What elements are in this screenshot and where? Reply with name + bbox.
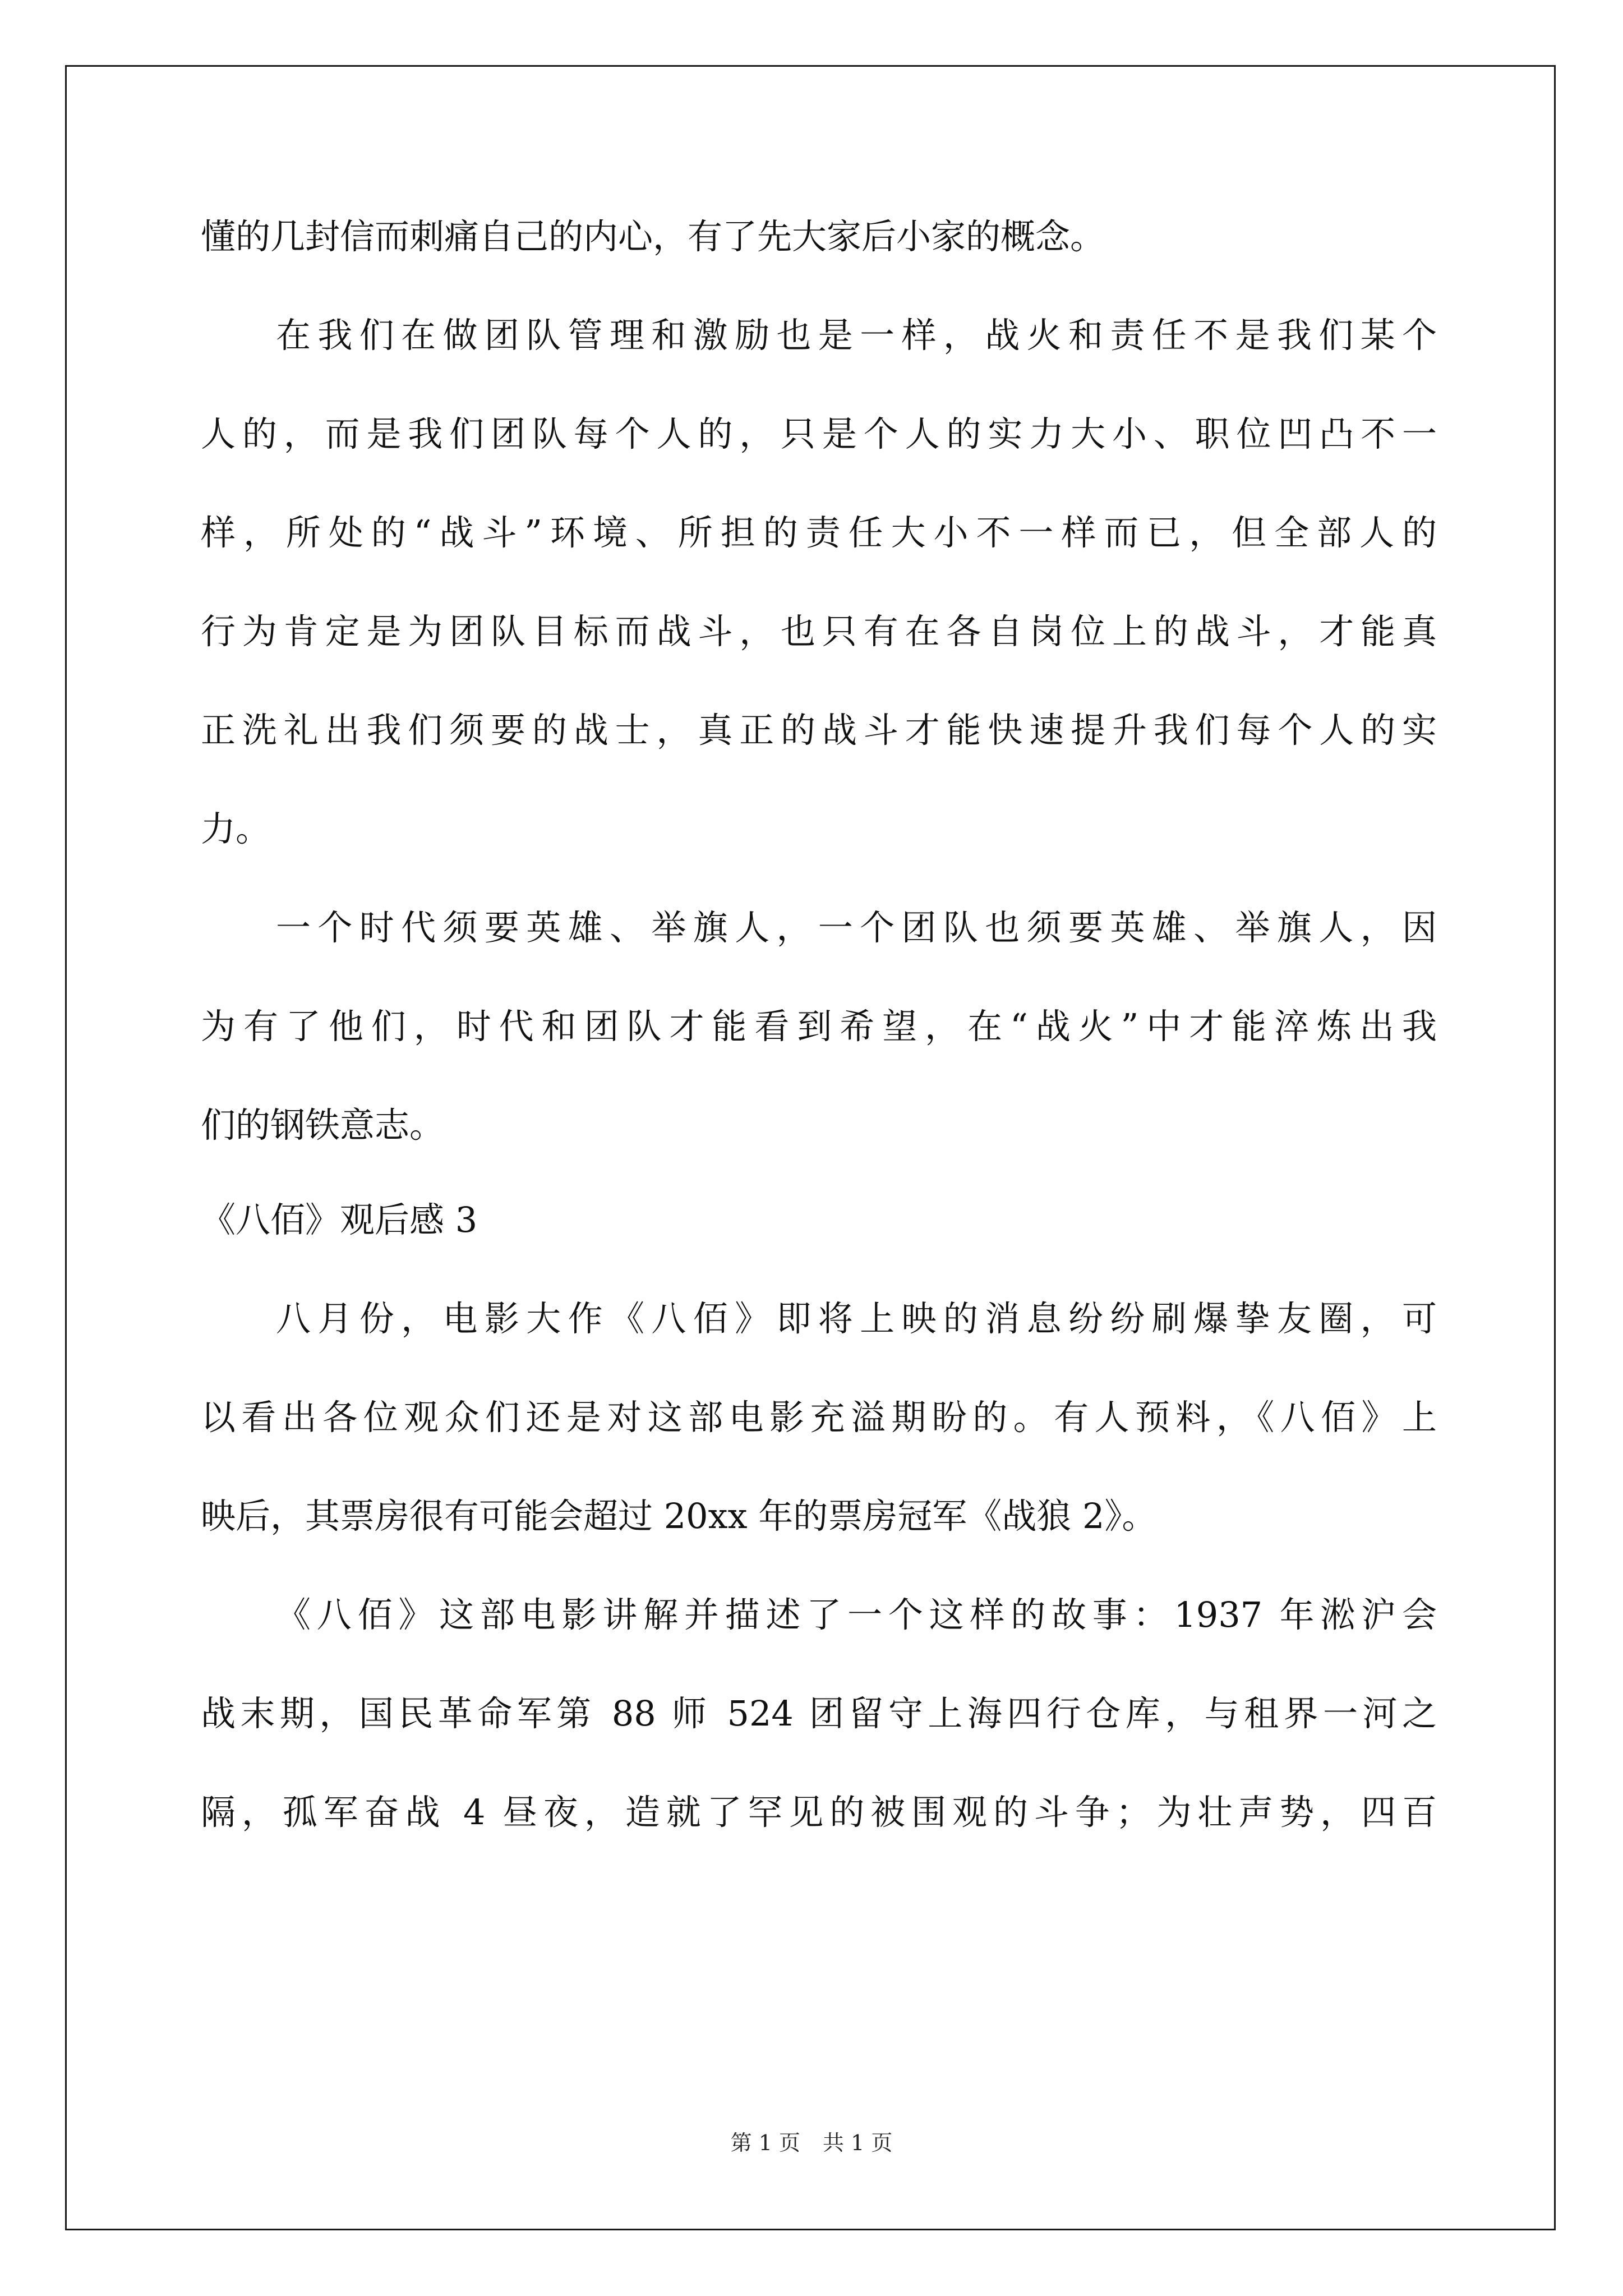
text-line: 懂的几封信而刺痛自己的内心，有了先大家后小家的概念。 (201, 216, 1105, 257)
text-line: 《八佰》这部电影讲解并描述了一个这样的故事：1937 年淞沪会 (276, 1594, 1437, 1635)
text-line: 行为肯定是为团队目标而战斗，也只有在各自岗位上的战斗，才能真 (201, 611, 1437, 652)
text-line: 力。 (201, 808, 271, 849)
text-line: 战末期，国民革命军第 88 师 524 团留守上海四行仓库，与租界一河之 (201, 1693, 1437, 1734)
section-heading: 《八佰》观后感 3 (201, 1199, 478, 1240)
text-line: 正洗礼出我们须要的战士，真正的战斗才能快速提升我们每个人的实 (201, 710, 1437, 751)
page-number: 第 1 页 (730, 2131, 800, 2155)
text-line: 样，所处的“战斗”环境、所担的责任大小不一样而已，但全部人的 (201, 512, 1437, 553)
text-line: 以看出各位观众们还是对这部电影充溢期盼的。有人预料，《八佰》上 (201, 1397, 1437, 1438)
text-line: 八月份，电影大作《八佰》即将上映的消息纷纷刷爆挚友圈，可 (276, 1298, 1437, 1339)
page-total: 共 1 页 (823, 2131, 893, 2155)
text-line: 人的，而是我们团队每个人的，只是个人的实力大小、职位凹凸不一 (201, 413, 1437, 454)
text-line: 一个时代须要英雄、举旗人，一个团队也须要英雄、举旗人，因 (276, 907, 1437, 948)
text-line: 隔，孤军奋战 4 昼夜，造就了罕见的被围观的斗争；为壮声势，四百 (201, 1792, 1437, 1833)
text-line: 映后，其票房很有可能会超过 20xx 年的票房冠军《战狼 2》。 (201, 1496, 1157, 1536)
text-line: 在我们在做团队管理和激励也是一样，战火和责任不是我们某个 (276, 315, 1437, 356)
page-footer (0, 2129, 1623, 2157)
text-line: 们的钢铁意志。 (201, 1105, 445, 1145)
text-line: 为有了他们，时代和团队才能看到希望，在“战火”中才能淬炼出我 (201, 1006, 1437, 1047)
